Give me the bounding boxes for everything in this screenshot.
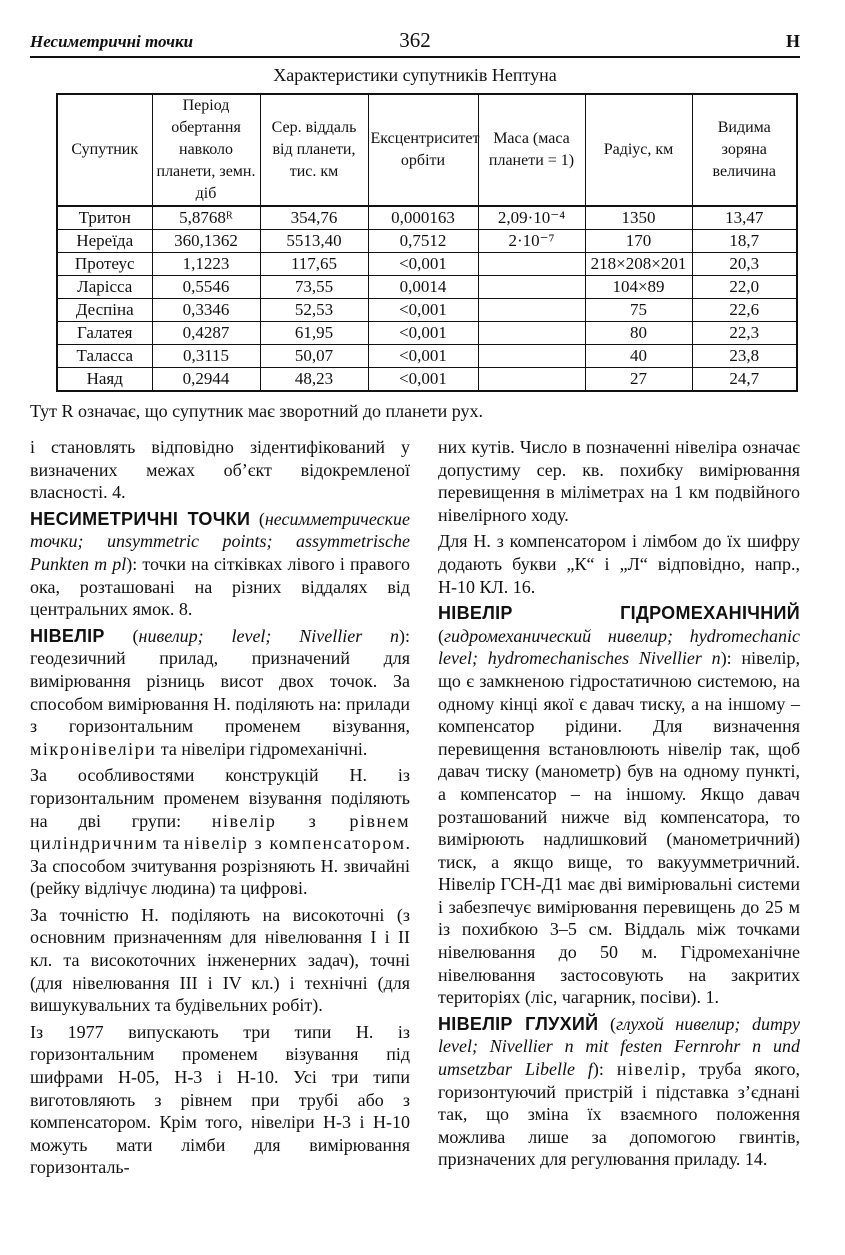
header-rule: [30, 56, 800, 58]
table-cell: 218×208×201: [585, 253, 692, 276]
neptune-satellites-table: [56, 93, 798, 392]
paragraph: За особливостями конструкцій Н. із горизонтальним променем візування поділяють на дві групи: нівелір з рівнем циліндричним та нівелір з компенсатором. За способом зчитування розрізняють Н. звичайні (рейку відлічує людина) та цифрові.: [30, 765, 410, 899]
entry-translations: нивелир; level; Nivellier n: [138, 625, 399, 646]
table-cell: 24,7: [692, 368, 797, 392]
entry-nesymetrychni-tochky: НЕСИМЕТРИЧНІ ТОЧКИ (несимметрические точки; unsymmetric points; assymmetrische Punkten m pl): точки на сітківках лівого і правого ока, розташовані на різних віддалях від центральних ямок. 8.: [30, 508, 410, 620]
entry-translations: гидромеханический нивелир; hydromechanic level; hydromechanisches Nivellier n: [438, 625, 800, 669]
column-header: Сер. віддаль від планети, тис. км: [260, 94, 368, 206]
table-cell: 0,5546: [152, 276, 260, 299]
entry-translations: глухой нивелир; dumpy level; Nivellier n mit festen Fernrohr n und umsetzbar Libelle f: [438, 1013, 800, 1080]
entry-niveliir-hlukhyi: НІВЕЛІР ГЛУХИЙ (глухой нивелир; dumpy level; Nivellier n mit festen Fernrohr n und umsetzbar Libelle f): нівелір, труба якого, горизонтуючий пристрій і підставка з’єднані так, що зміна їх взаємного положення можлива лише за допомогою гвинтів, призначених для регулювання приладу. 14.: [438, 1013, 800, 1170]
running-header: [30, 28, 800, 54]
table-cell: 50,07: [260, 345, 368, 368]
column-header: Супутник: [57, 94, 152, 206]
table-cell: 27: [585, 368, 692, 392]
table-title: Характеристики супутників Нептуна: [273, 65, 557, 85]
table-cell: 73,55: [260, 276, 368, 299]
table-cell: 52,53: [260, 299, 368, 322]
section-title: Несиметричні точки: [30, 32, 194, 51]
table-cell: 61,95: [260, 322, 368, 345]
table-cell: 80: [585, 322, 692, 345]
table-cell: <0,001: [368, 253, 478, 276]
table-cell: 0,000163: [368, 206, 478, 230]
table-row: [57, 299, 797, 322]
table-cell: <0,001: [368, 322, 478, 345]
table-cell: 22,6: [692, 299, 797, 322]
table-cell: 22,3: [692, 322, 797, 345]
table-cell: 0,2944: [152, 368, 260, 392]
column-header: Видима зоряна величина: [692, 94, 797, 206]
table-cell: 0,3346: [152, 299, 260, 322]
table-cell: Деспіна: [57, 299, 152, 322]
table-cell: Наяд: [57, 368, 152, 392]
table-row: [57, 368, 797, 392]
column-header: Період обертання навколо планети, земн. діб: [152, 94, 260, 206]
dictionary-letter: Н: [785, 31, 800, 51]
table-cell: Галатея: [57, 322, 152, 345]
table-cell: Протеус: [57, 253, 152, 276]
table-cell: 170: [585, 230, 692, 253]
entry-niveliir-hidromekhanichnyi: НІВЕЛІР ГІДРОМЕХАНІЧНИЙ (гидромеханический нивелир; hydromechanic level; hydromechanisches Nivellier n): нівелір, що є замкненою гідростатичною системою, на одному кінці якої є давач тиску, а на іншому – компенсатор рідини. Для визначення перевищення встановлюють нівелір так, щоб давач тиску (манометр) був на одному пункті, а компенсатор – на іншому. Якщо давач розташований нижче від компенсатора, то вимірюють надлишковий (манометричний) тиск, а якщо вище, то вакуумметричний. Нівелір ГСН-Д1 має дві вимірювальні системи і забезпечує вимірювання перевищень до 25 м із похибкою 3–5 см. Віддаль між точками нівелювання до 50 м. Гідромеханічне нівелювання застосовують на закритих територіях (ліс, чагарник, посіви). 1.: [438, 603, 800, 1008]
table-row: [57, 253, 797, 276]
table-cell: [478, 322, 585, 345]
table-cell: Нереїда: [57, 230, 152, 253]
table-row: [57, 276, 797, 299]
table-cell: 0,0014: [368, 276, 478, 299]
paragraph: Для Н. з компенсатором і лімбом до їх шифру додають букви „К“ і „Л“ відповідно, напр., Н-10 КЛ. 16.: [438, 531, 800, 597]
column-header: Радіус, км: [585, 94, 692, 206]
table-cell: [478, 253, 585, 276]
left-column: [30, 436, 410, 1183]
table-cell: 354,76: [260, 206, 368, 230]
table-cell: 0,7512: [368, 230, 478, 253]
entry-translations: несимметрические точки; unsymmetric points; assymmetrische Punkten m pl: [30, 508, 410, 574]
table-cell: [478, 368, 585, 392]
table-cell: [478, 345, 585, 368]
paragraph: За точністю Н. поділяють на високоточні (з основним призначенням для нівелювання І і ІІ кл. та високоточних інженерних задач), точні (для нівелювання ІІІ і IV кл.) і технічні (для вишукувальних та будівельних робіт).: [30, 904, 410, 1016]
paragraph: них кутів. Число в позначенні нівеліра означає допустиму сер. кв. похибку вимірювання перевищення в міліметрах на 1 км подвійного нівелірного ходу.: [438, 437, 800, 525]
table-cell: Таласса: [57, 345, 152, 368]
table-row: [57, 322, 797, 345]
table-cell: 2,09·10⁻⁴: [478, 206, 585, 230]
table-cell: 0,3115: [152, 345, 260, 368]
table-cell: <0,001: [368, 368, 478, 392]
table-cell: 22,0: [692, 276, 797, 299]
table-cell: 117,65: [260, 253, 368, 276]
table-cell: [478, 276, 585, 299]
entry-term: НЕСИМЕТРИЧНІ ТОЧКИ: [30, 508, 251, 529]
table-cell: 5513,40: [260, 230, 368, 253]
table-header-row: [57, 94, 797, 206]
table-cell: 2·10⁻⁷: [478, 230, 585, 253]
entry-term: НІВЕЛІР ГЛУХИЙ: [438, 1013, 599, 1034]
table-cell: 23,8: [692, 345, 797, 368]
paragraph: Із 1977 випускають три типи Н. із горизонтальним променем візування під шифрами Н-05, Н-3 і Н-10. Усі три типи виготовляють з рівнем при трубі або з компенсатором. Крім того, нівеліри Н-3 і Н-10 можуть мати лімби для вимірювання горизонталь-: [30, 1021, 410, 1178]
table-cell: 20,3: [692, 253, 797, 276]
table-cell: 48,23: [260, 368, 368, 392]
table-cell: 1350: [585, 206, 692, 230]
table-cell: 0,4287: [152, 322, 260, 345]
table-note: Тут R означає, що супутник має зворотний до планети рух.: [30, 401, 484, 421]
entry-term: НІВЕЛІР ГІДРОМЕХАНІЧНИЙ: [438, 603, 800, 624]
entry-term: НІВЕЛІР: [30, 625, 105, 646]
table-cell: 5,8768ᴿ: [152, 206, 260, 230]
table-cell: 13,47: [692, 206, 797, 230]
table-row: [57, 206, 797, 230]
paragraph: і становлять відповідно зідентифікований у визначених межах об’єкт відокремленої власності. 4.: [30, 437, 410, 503]
entry-niveliir: НІВЕЛІР (нивелир; level; Nivellier n): геодезичний прилад, призначений для вимірювання різниць висот двох точок. За способом вимірювання Н. поділяють на: прилади з горизонтальним променем візування, мікронівеліри та нівеліри гідромеханічні.: [30, 625, 410, 759]
table-cell: [478, 299, 585, 322]
table-cell: 360,1362: [152, 230, 260, 253]
table-cell: 1,1223: [152, 253, 260, 276]
right-column: [438, 436, 800, 1175]
table-cell: <0,001: [368, 299, 478, 322]
table-cell: 75: [585, 299, 692, 322]
table-row: [57, 345, 797, 368]
table-cell: 40: [585, 345, 692, 368]
table-row: [57, 230, 797, 253]
table-cell: 104×89: [585, 276, 692, 299]
table-cell: Ларісса: [57, 276, 152, 299]
page-number: 362: [399, 28, 431, 52]
table-cell: Тритон: [57, 206, 152, 230]
table-cell: <0,001: [368, 345, 478, 368]
column-header: Ексцентриситет орбіти: [368, 94, 478, 206]
table-cell: 18,7: [692, 230, 797, 253]
column-header: Маса (маса планети = 1): [478, 94, 585, 206]
